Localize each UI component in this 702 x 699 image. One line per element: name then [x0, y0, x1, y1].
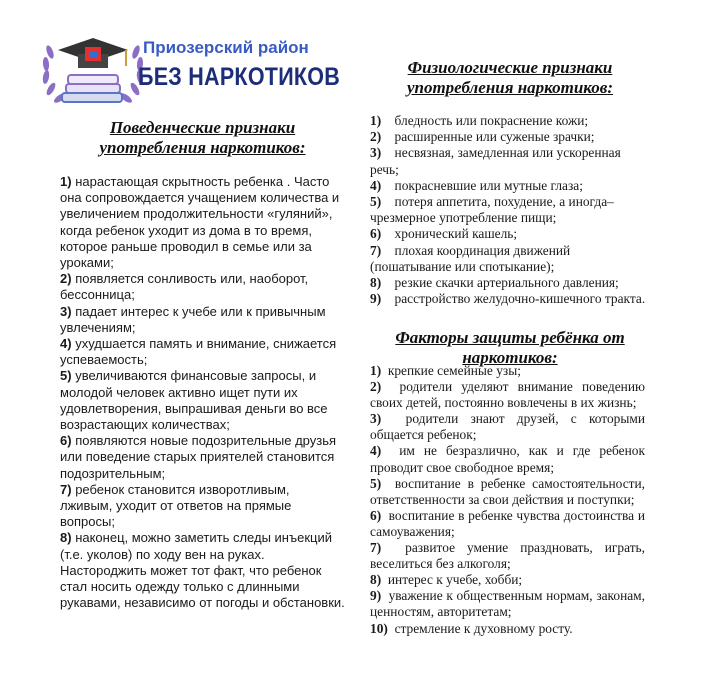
list-item: 3) родители знают друзей, с которыми общается ребенок; — [370, 411, 646, 443]
behavioral-heading-line2: употребления наркотиков: — [99, 138, 306, 157]
list-item: 4) им не безразлично, как и где ребенок проводит свое свободное время; — [370, 443, 645, 475]
list-item: 4) покрасневшие или мутные глаза; — [370, 177, 583, 193]
physiological-heading-line1: Физиологические признаки — [407, 58, 613, 77]
list-item: 5) воспитание в ребенке самостоятельности, ответственности за свои действия и поступки; — [370, 475, 646, 507]
protection-heading — [375, 328, 645, 368]
protection-heading-line1: Факторы защиты ребёнка от — [395, 328, 625, 347]
protection-list — [370, 363, 645, 637]
physiological-heading — [375, 58, 645, 98]
behavioral-heading — [60, 118, 345, 158]
list-item: 8) интерес к учебе, хобби; — [370, 572, 523, 588]
behavioral-list — [60, 174, 345, 611]
list-item: 7) ребенок становится изворотливым, лживым, уходит от ответов на прямые вопросы; — [60, 481, 292, 530]
list-item: 10) стремление к духовному росту. — [370, 620, 573, 636]
list-item: 1) бледность или покраснение кожи; — [370, 113, 589, 128]
list-item: 4) ухудшается память и внимание, снижается успеваемость; — [60, 336, 337, 368]
list-item: 7) развитое умение праздновать, играть, веселиться без алкоголя; — [370, 540, 645, 572]
list-item: 9) уважение к общественным нормам, законам, ценностям, авторитетам; — [370, 588, 646, 620]
list-item: 7) плохая координация движений (пошатывание или спотыкание); — [370, 242, 571, 274]
physiological-heading-line2: употребления наркотиков: — [406, 78, 614, 97]
behavioral-heading-line1: Поведенческие признаки — [109, 118, 296, 137]
list-item: 1) нарастающая скрытность ребенка . Часто она сопровождается учащением количества и увеличением продолжительности «гуляний», когда ребенок уходит из дома в то время, которое раньше проводил в семье или за уроками; — [60, 174, 340, 271]
list-item: 6) хронический кашель; — [370, 226, 518, 242]
list-item: 5) потеря аппетита, похудение, а иногда–чрезмерное употребление пищи; — [370, 194, 614, 226]
list-item: 2) появляется сонливость или, наоборот, бессонница; — [60, 271, 309, 303]
list-item: 9) расстройство желудочно-кишечного тракта. — [370, 291, 646, 307]
list-item: 5) увеличиваются финансовые запросы, и молодой человек активно ищет пути их удовлетворения, выпрашивая деньги во все возрастающих количествах; — [60, 368, 328, 433]
logo-title: Приозерский район — [143, 38, 309, 57]
logo-subtitle: БЕЗ НАРКОТИКОВ — [138, 63, 341, 91]
list-item: 3) несвязная, замедленная или ускоренная речь; — [370, 145, 621, 177]
laurel-books-cap-icon — [40, 32, 150, 112]
protection-heading-line2: наркотиков: — [462, 348, 558, 367]
list-item: 6) воспитание в ребенке чувства достоинства и самоуважения; — [370, 507, 645, 539]
list-item: 2) расширенные или суженые зрачки; — [370, 129, 595, 145]
list-item: 1) крепкие семейные узы; — [370, 363, 521, 378]
list-item: 8) резкие скачки артериального давления; — [370, 275, 619, 291]
physiological-list — [370, 113, 648, 307]
list-item: 6) появляются новые подозрительные друзья или поведение старых приятелей становится подозрительным; — [60, 433, 337, 481]
list-item: 3) падает интерес к учебе или к привычным увлечениям; — [60, 303, 326, 335]
list-item: 2) родители уделяют внимание поведению своих детей, постоянно вовлечены в их жизнь; — [370, 379, 645, 411]
list-item: 8) наконец, можно заметить следы инъекций (т.е. уколов) по ходу вен на руках. Настороджить может тот факт, что ребенок стал носить одежду только с длинными рукавами, независимо от погоды и обстановки. — [60, 530, 345, 611]
